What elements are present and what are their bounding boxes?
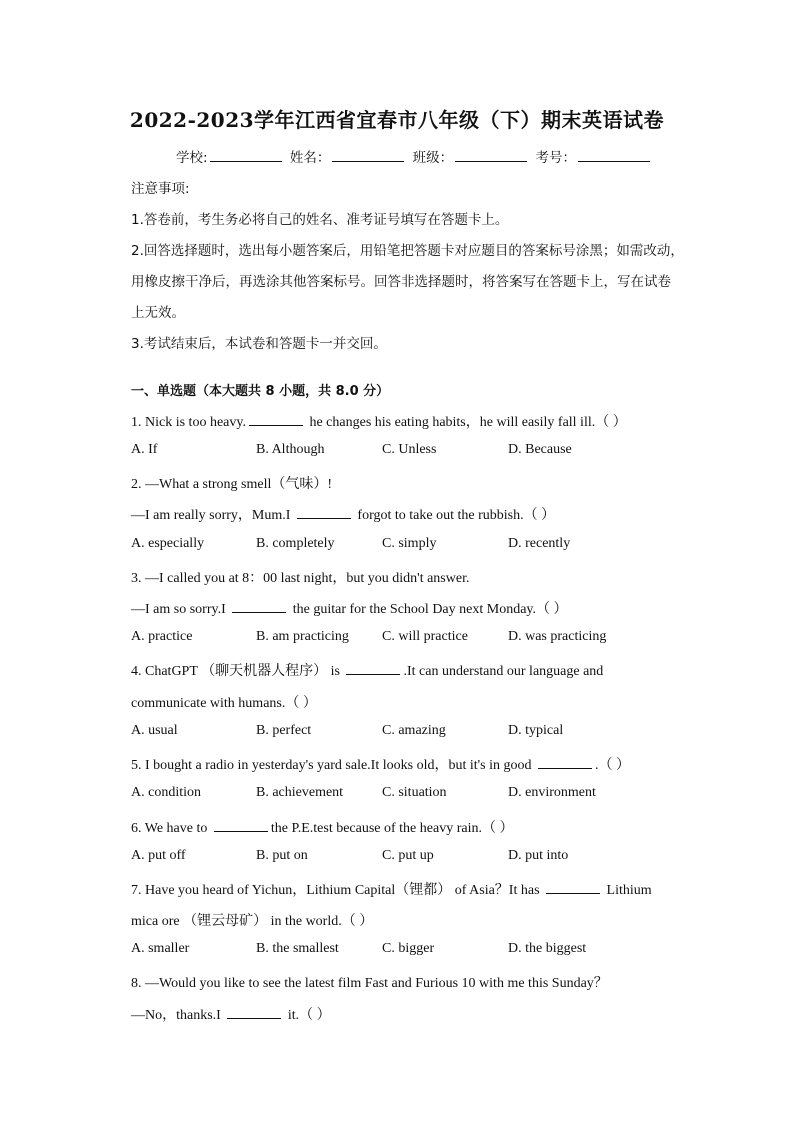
q3-option-d: D. was practicing — [508, 629, 607, 644]
q7-option-b: B. the smallest — [256, 941, 339, 956]
answer-blank — [538, 757, 592, 769]
question-1-text-a: 1. Nick is too heavy. — [131, 415, 246, 430]
section-heading: 一、单选题（本大题共 8 小题，共 8.0 分） — [131, 384, 390, 399]
q3-option-b: B. am practicing — [256, 629, 349, 644]
class-blank — [455, 149, 527, 162]
class-label: 班级： — [412, 150, 454, 166]
question-3-line-2 — [131, 598, 568, 618]
question-5-text-a: 5. I bought a radio in yesterday's yard sale.It looks old，but it's in good — [131, 758, 535, 773]
school-blank — [210, 149, 282, 162]
page-title: 2022-2023学年江西省宜春市八年级（下）期末英语试卷 — [129, 108, 665, 132]
q3-option-a: A. practice — [131, 629, 193, 644]
q1-option-d: D. Because — [508, 442, 572, 457]
q1-option-b: B. Although — [256, 442, 325, 457]
question-8-text-b: it.（ ） — [284, 1008, 331, 1023]
q4-option-d: D. typical — [508, 723, 564, 738]
name-label: 姓名： — [289, 150, 331, 166]
q7-option-c: C. bigger — [382, 941, 435, 956]
q2-option-b: B. completely — [256, 536, 335, 551]
notes-heading: 注意事项: — [131, 181, 190, 197]
school-label: 学校: — [176, 150, 208, 166]
q6-option-b: B. put on — [256, 848, 308, 863]
q6-option-c: C. put up — [382, 848, 434, 863]
q5-option-b: B. achievement — [256, 785, 344, 800]
question-4-text-a: 4. ChatGPT （聊天机器人程序） is — [131, 664, 344, 679]
q6-option-d: D. put into — [508, 848, 569, 863]
note-2-line-3: 上无效。 — [131, 305, 185, 321]
q4-option-a: A. usual — [131, 723, 178, 738]
question-3-line-1: 3. —I called you at 8：00 last night，but you didn't answer. — [131, 571, 470, 586]
q7-option-d: D. the biggest — [508, 941, 587, 956]
question-7-line-1 — [131, 879, 652, 899]
answer-blank — [232, 601, 286, 613]
answer-blank — [546, 882, 600, 894]
q2-option-c: C. simply — [382, 536, 437, 551]
q4-option-b: B. perfect — [256, 723, 312, 738]
question-8-line-2 — [131, 1004, 331, 1024]
question-1 — [131, 411, 627, 431]
answer-blank — [214, 820, 268, 832]
exam-number-blank — [578, 149, 650, 162]
answer-blank — [227, 1007, 281, 1019]
question-2-line-2 — [131, 504, 555, 524]
student-info-row — [176, 146, 654, 166]
q5-option-d: D. environment — [508, 785, 596, 800]
question-7-line-2: mica ore （锂云母矿） in the world.（ ） — [131, 914, 374, 929]
question-8-line-1: 8. —Would you like to see the latest film Fast and Furious 10 with me this Sunday？ — [131, 976, 608, 991]
question-1-text-b: he changes his eating habits，he will easily fall ill.（ ） — [305, 415, 627, 430]
question-3-text-b: the guitar for the School Day next Monday.（ ） — [289, 602, 568, 617]
q4-option-c: C. amazing — [382, 723, 446, 738]
q5-option-c: C. situation — [382, 785, 447, 800]
q6-option-a: A. put off — [131, 848, 186, 863]
answer-blank — [249, 414, 303, 426]
q5-option-a: A. condition — [131, 785, 201, 800]
q1-option-a: A. If — [131, 442, 158, 457]
question-5 — [131, 754, 630, 774]
q7-option-a: A. smaller — [131, 941, 190, 956]
note-3: 3.考试结束后，本试卷和答题卡一并交回。 — [131, 336, 387, 352]
question-3-text-a: —I am so sorry.I — [131, 602, 230, 617]
question-2-text-a: —I am really sorry，Mum.I — [131, 508, 294, 523]
answer-blank — [297, 507, 351, 519]
q3-option-c: C. will practice — [382, 629, 468, 644]
question-7-text-b: Lithium — [603, 883, 652, 898]
q2-option-d: D. recently — [508, 536, 571, 551]
question-8-text-a: —No，thanks.I — [131, 1008, 225, 1023]
answer-blank — [346, 663, 400, 675]
question-6-text-a: 6. We have to — [131, 821, 211, 836]
question-4-text-b: .It can understand our language and — [403, 664, 604, 679]
question-5-text-b: .（ ） — [594, 758, 630, 773]
q2-option-a: A. especially — [131, 536, 205, 551]
question-4-line-2: communicate with humans.（ ） — [131, 696, 317, 711]
question-6 — [131, 817, 513, 837]
question-7-text-a: 7. Have you heard of Yichun，Lithium Capital（锂都） of Asia？It has — [131, 883, 544, 898]
name-blank — [332, 149, 404, 162]
question-2-line-1: 2. —What a strong smell（气味）! — [131, 477, 333, 492]
q1-option-c: C. Unless — [382, 442, 437, 457]
exam-number-label: 考号： — [535, 150, 576, 166]
question-4-line-1 — [131, 660, 603, 680]
note-1: 1.答卷前，考生务必将自己的姓名、准考证号填写在答题卡上。 — [131, 212, 509, 228]
note-2-line-1: 2.回答选择题时，选出每小题答案后，用铅笔把答题卡对应题目的答案标号涂黑；如需改动， — [131, 243, 684, 259]
note-2-line-2: 用橡皮擦干净后，再选涂其他答案标号。回答非选择题时，将答案写在答题卡上，写在试卷 — [131, 274, 671, 290]
question-2-text-b: forgot to take out the rubbish.（ ） — [353, 508, 556, 523]
question-6-text-b: the P.E.test because of the heavy rain.（ ） — [270, 821, 514, 836]
